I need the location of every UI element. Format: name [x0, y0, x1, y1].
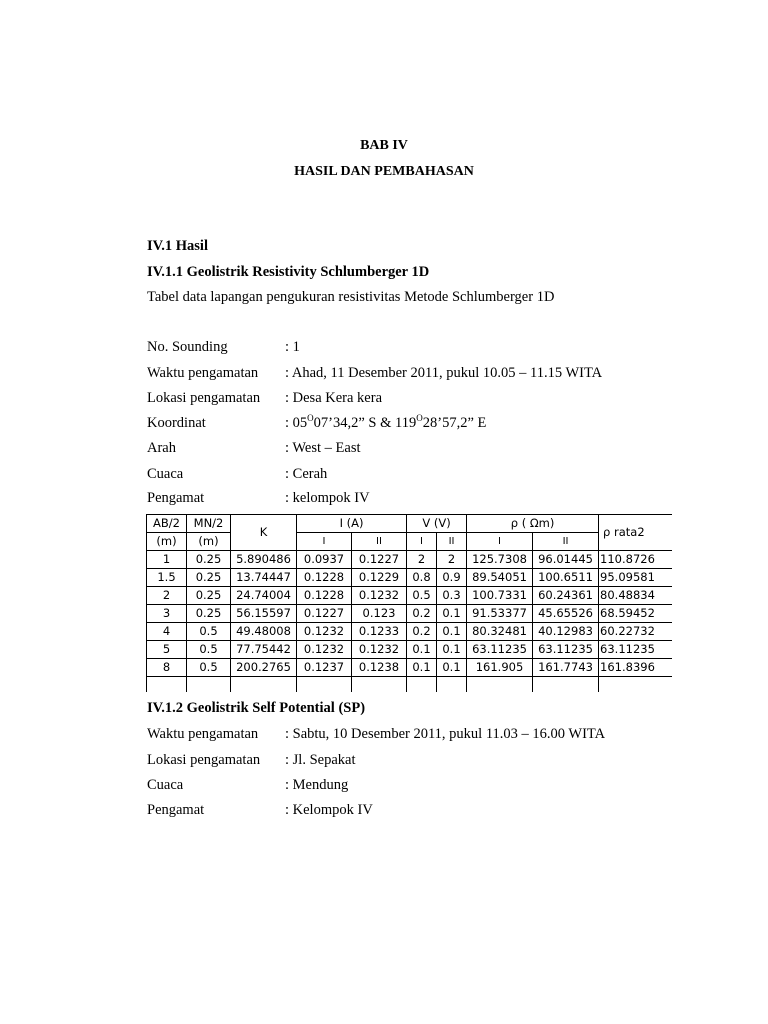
header-ab2-unit: (m): [147, 533, 187, 551]
subheader-v-2: II: [437, 533, 467, 551]
cell: 161.8396: [599, 659, 672, 677]
resistivity-table: [146, 514, 672, 692]
cell: 5.890486: [231, 551, 297, 569]
cell: 63.11235: [533, 641, 599, 659]
field-label: Koordinat: [147, 415, 206, 431]
cell: 0.1233: [352, 623, 407, 641]
cell: 0.2: [407, 605, 437, 623]
cell: 24.74004: [231, 587, 297, 605]
cell: 110.8726: [599, 551, 672, 569]
table-caption: Tabel data lapangan pengukuran resistivitas Metode Schlumberger 1D: [147, 289, 555, 305]
cell: 161.7743: [533, 659, 599, 677]
cell: 0.5: [187, 659, 231, 677]
subsection-heading-resistivity: IV.1.1 Geolistrik Resistivity Schlumberger 1D: [147, 264, 430, 280]
field-label: Lokasi pengamatan: [147, 752, 261, 768]
cell: 0.1227: [352, 551, 407, 569]
table-row: [147, 569, 673, 587]
cell: 13.74447: [231, 569, 297, 587]
table-row: [147, 623, 673, 641]
cell: 125.7308: [467, 551, 533, 569]
field-value: : 1: [285, 339, 300, 355]
field-label: Pengamat: [147, 490, 205, 506]
cell: 1: [147, 551, 187, 569]
cell: 2: [147, 587, 187, 605]
header-mn2: MN/2: [187, 515, 231, 533]
field-value: : Mendung: [285, 777, 349, 793]
subheader-rho-1: I: [467, 533, 533, 551]
header-voltage: V (V): [407, 515, 467, 533]
cell: 4: [147, 623, 187, 641]
cell: 8: [147, 659, 187, 677]
header-current: I (A): [297, 515, 407, 533]
cell: 0.1232: [297, 641, 352, 659]
cell: 3: [147, 605, 187, 623]
cell: 60.24361: [533, 587, 599, 605]
cell: 60.22732: [599, 623, 672, 641]
resistivity-table-container: [146, 514, 672, 692]
cell: 0.5: [407, 587, 437, 605]
header-ab2: AB/2: [147, 515, 187, 533]
cell: 200.2765: [231, 659, 297, 677]
subheader-v-1: I: [407, 533, 437, 551]
cell: 0.9: [437, 569, 467, 587]
cell: 0.1: [437, 659, 467, 677]
cell: 0.2: [407, 623, 437, 641]
cell: 0.1228: [297, 587, 352, 605]
subheader-i-1: I: [297, 533, 352, 551]
field-value: : Jl. Sepakat: [285, 752, 356, 768]
table-empty-row: [147, 677, 673, 693]
subheader-rho-2: II: [533, 533, 599, 551]
cell: 49.48008: [231, 623, 297, 641]
section-heading: IV.1 Hasil: [147, 238, 208, 254]
cell: 0.1: [437, 623, 467, 641]
cell: 0.1237: [297, 659, 352, 677]
cell: 89.54051: [467, 569, 533, 587]
cell: 45.65526: [533, 605, 599, 623]
header-resistivity-average: ρ rata2: [599, 515, 672, 551]
cell: 0.25: [187, 587, 231, 605]
field-label: Waktu pengamatan: [147, 365, 259, 381]
table-header-row: [147, 515, 673, 533]
cell: 63.11235: [599, 641, 672, 659]
cell: 91.53377: [467, 605, 533, 623]
cell: 2: [407, 551, 437, 569]
field-value: : Ahad, 11 Desember 2011, pukul 10.05 – 11.15 WITA: [285, 365, 603, 381]
cell: 0.1: [437, 605, 467, 623]
table-row: [147, 605, 673, 623]
cell: 0.25: [187, 569, 231, 587]
table-subheader-row: [147, 533, 673, 551]
field-label: Cuaca: [147, 777, 184, 793]
field-value: : West – East: [285, 440, 361, 456]
cell: 2: [437, 551, 467, 569]
cell: 80.48834: [599, 587, 672, 605]
cell: 0.1232: [352, 641, 407, 659]
field-value: : Cerah: [285, 466, 328, 482]
cell: 161.905: [467, 659, 533, 677]
cell: 0.5: [187, 623, 231, 641]
cell: 0.25: [187, 605, 231, 623]
cell: 1.5: [147, 569, 187, 587]
field-value: : Kelompok IV: [285, 802, 373, 818]
cell: 95.09581: [599, 569, 672, 587]
table-row: [147, 587, 673, 605]
cell: 68.59452: [599, 605, 672, 623]
cell: 80.32481: [467, 623, 533, 641]
cell: 77.75442: [231, 641, 297, 659]
cell: 0.1: [437, 641, 467, 659]
cell: 40.12983: [533, 623, 599, 641]
header-mn2-unit: (m): [187, 533, 231, 551]
header-k: K: [231, 515, 297, 551]
cell: 0.1228: [297, 569, 352, 587]
cell: 100.7331: [467, 587, 533, 605]
cell: 0.1: [407, 641, 437, 659]
field-label: Arah: [147, 440, 176, 456]
header-resistivity: ρ ( Ωm): [467, 515, 599, 533]
cell: 0.1232: [352, 587, 407, 605]
cell: 96.01445: [533, 551, 599, 569]
field-value: : Desa Kera kera: [285, 390, 383, 406]
cell: 0.3: [437, 587, 467, 605]
field-label: Lokasi pengamatan: [147, 390, 261, 406]
cell: 56.15597: [231, 605, 297, 623]
cell: 0.1232: [297, 623, 352, 641]
field-label: Pengamat: [147, 802, 205, 818]
cell: 5: [147, 641, 187, 659]
table-row: [147, 659, 673, 677]
cell: 0.1: [407, 659, 437, 677]
cell: 0.0937: [297, 551, 352, 569]
field-label: Cuaca: [147, 466, 184, 482]
cell: 0.5: [187, 641, 231, 659]
cell: 0.123: [352, 605, 407, 623]
cell: 0.8: [407, 569, 437, 587]
cell: 0.25: [187, 551, 231, 569]
chapter-title: HASIL DAN PEMBAHASAN: [294, 164, 474, 179]
cell: 0.1227: [297, 605, 352, 623]
table-row: [147, 641, 673, 659]
cell: 63.11235: [467, 641, 533, 659]
subheader-i-2: II: [352, 533, 407, 551]
table-row: [147, 551, 673, 569]
cell: 0.1238: [352, 659, 407, 677]
field-value: : Sabtu, 10 Desember 2011, pukul 11.03 – 16.00 WITA: [285, 726, 606, 742]
field-label: Waktu pengamatan: [147, 726, 259, 742]
field-label: No. Sounding: [147, 339, 228, 355]
cell: 0.1229: [352, 569, 407, 587]
koordinat-value: : $05^O07’34,2$” S & $119^O28’57,2$” E: [285, 413, 487, 431]
chapter-number: BAB IV: [360, 138, 408, 153]
subsection-heading-sp: IV.1.2 Geolistrik Self Potential (SP): [147, 700, 366, 716]
field-value: : kelompok IV: [285, 490, 370, 506]
cell: 100.6511: [533, 569, 599, 587]
